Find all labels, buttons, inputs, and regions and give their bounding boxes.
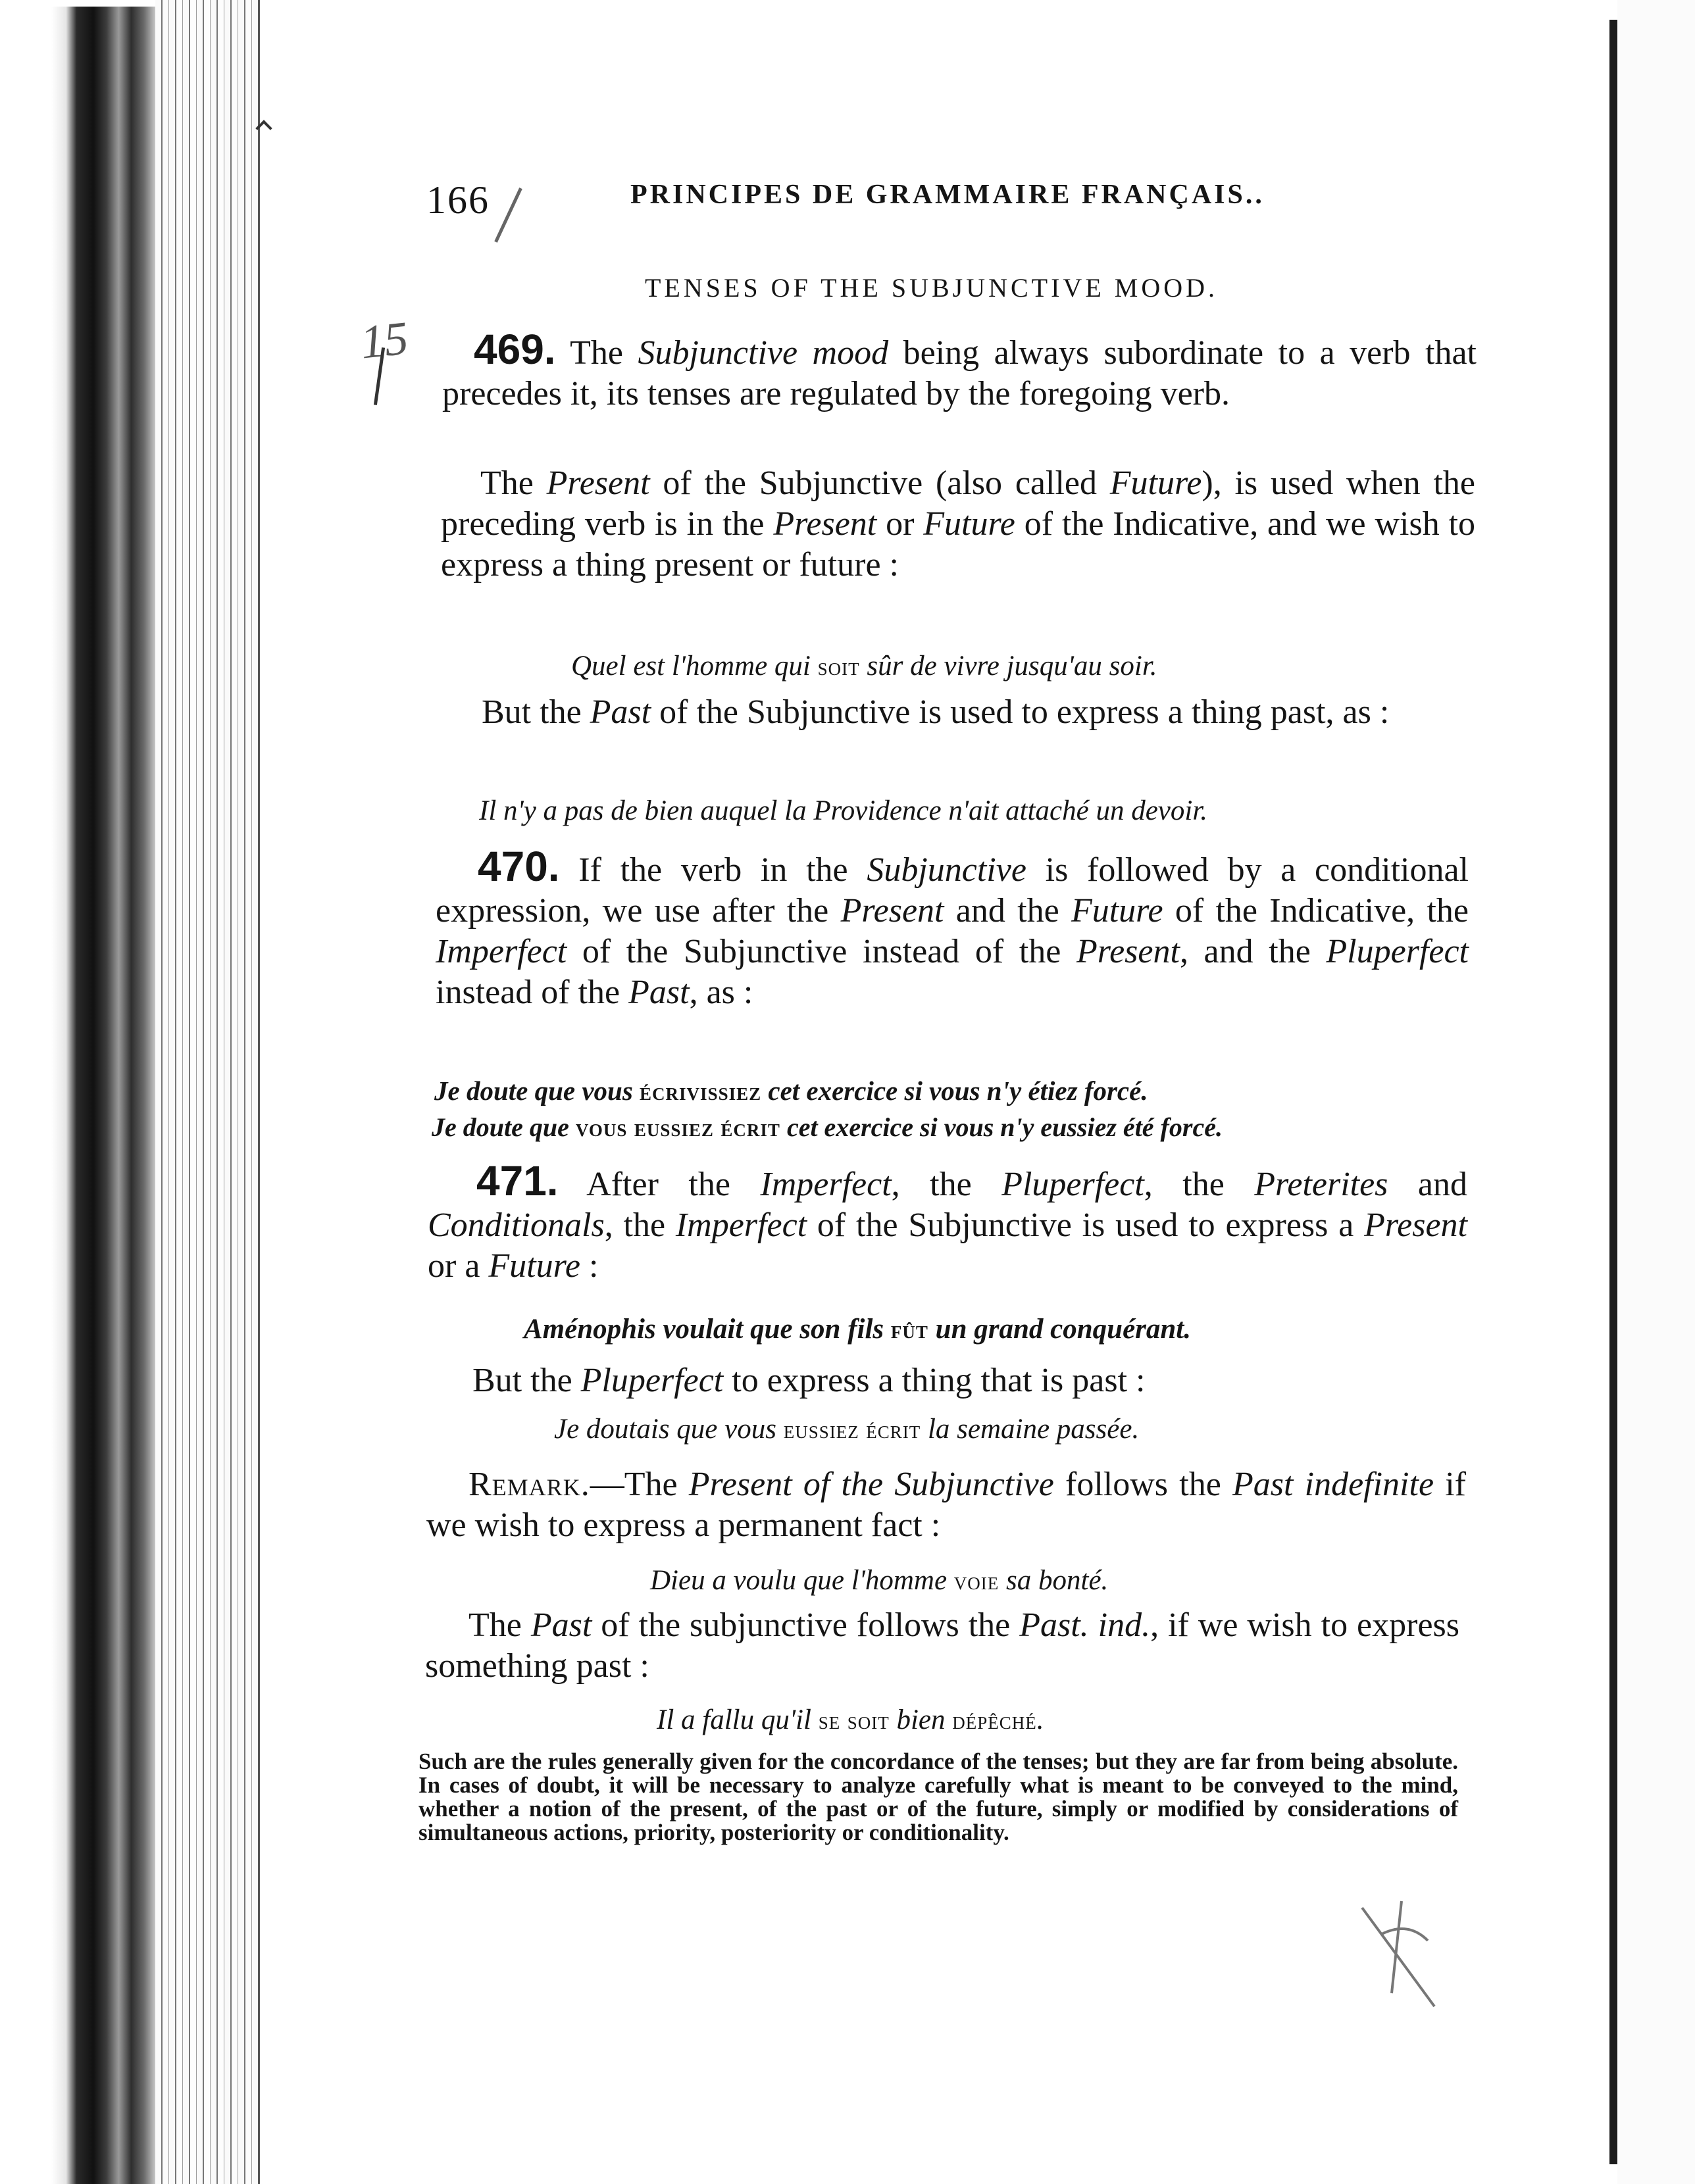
pencil-note: 15 <box>357 311 411 369</box>
pencil-cross-mark <box>1355 1895 1441 2013</box>
section-title: TENSES OF THE SUBJUNCTIVE MOOD. <box>645 273 1218 303</box>
paragraph-471: 471. After the Imperfect, the Pluperfect, the Preterites and Conditionals, the Imperfect of the Subjunctive is used to express a Present or a Future : <box>428 1157 1467 1285</box>
example-sentence: Quel est l'homme qui soit sûr de vivre jusqu'au soir. <box>571 651 1157 682</box>
example-sentence: Aménophis voulait que son fils fût un grand conquérant. <box>524 1314 1191 1345</box>
running-head: PRINCIPES DE GRAMMAIRE FRANÇAIS.. <box>630 180 1265 210</box>
example-sentence: Je doutais que vous eussiez écrit la semaine passée. <box>554 1414 1140 1445</box>
page-number: 166 <box>426 178 490 222</box>
page-edges <box>155 0 261 2184</box>
paragraph-469-present: The Present of the Subjunctive (also called Future), is used when the preceding verb is in the Present or Future of the Indicative, and we wish to express a thing present or future : <box>441 464 1475 583</box>
right-page-shadow <box>1609 20 1617 2164</box>
remark-past-paragraph: The Past of the subjunctive follows the Past. ind., if we wish to express something past : <box>425 1606 1460 1685</box>
paragraph-number: 470. <box>478 843 560 890</box>
footnote: Such are the rules generally given for the concordance of the tenses; but they are far from being absolute. In cases of doubt, it will be necessary to analyze carefully what is meant to be conveyed to the mind, whether a notion of the present, of the past or of the future, simply or modified by considerations of simultaneous actions, priority, posteriority or conditionality. <box>418 1749 1458 1845</box>
book-binding <box>51 7 157 2184</box>
example-sentence: Il a fallu qu'il se soit bien dépêché. <box>657 1704 1044 1735</box>
paragraph-469-past: But the Past of the Subjunctive is used to express a thing past, as : <box>482 693 1390 731</box>
paragraph-number: 469. <box>474 326 556 373</box>
example-sentence: Dieu a voulu que l'homme voie sa bonté. <box>650 1565 1109 1596</box>
paragraph-471-pluperfect: But the Pluperfect to express a thing that is past : <box>472 1362 1146 1399</box>
facing-page <box>1617 0 1695 2184</box>
paragraph-470: 470. If the verb in the Subjunctive is followed by a conditional expression, we use after the Present and the Future of the Indicative, the Imperfect of the Subjunctive instead of the Present, and the Pluperfect instead of the Past, as : <box>436 843 1469 1011</box>
remark-label: Remark. <box>468 1466 590 1503</box>
remark-paragraph: Remark.—The Present of the Subjunctive follows the Past indefinite if we wish to express a permanent fact : <box>426 1466 1466 1544</box>
paragraph-469: 469. The Subjunctive mood being always subordinate to a verb that precedes it, its tenses are regulated by the foregoing verb. <box>442 326 1477 412</box>
example-sentence: Je doute que vous eussiez écrit cet exercice si vous n'y eussiez été forcé. <box>432 1112 1223 1142</box>
example-sentence: Je doute que vous écrivissiez cet exercice si vous n'y étiez forcé. <box>434 1076 1148 1106</box>
example-sentence: Il n'y a pas de bien auquel la Providence n'ait attaché un devoir. <box>479 795 1208 826</box>
paragraph-number: 471. <box>476 1157 559 1204</box>
